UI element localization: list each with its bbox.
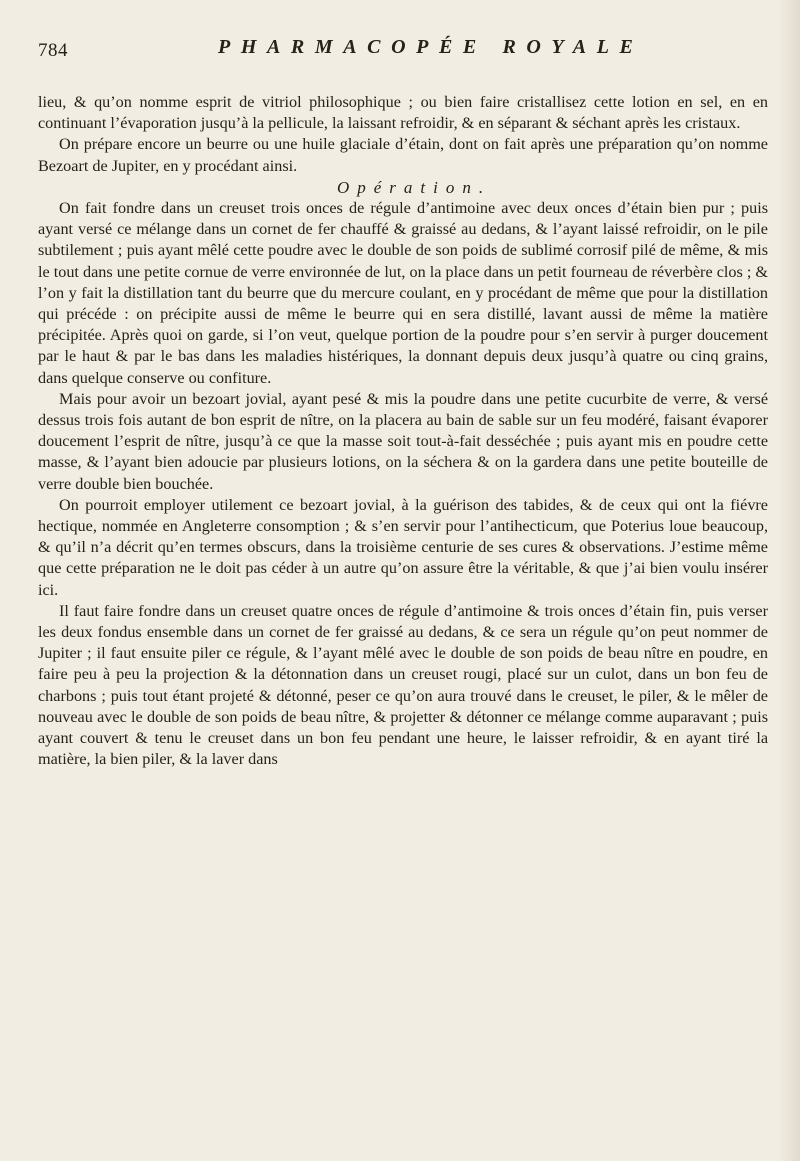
- page-edge-shadow: [778, 0, 800, 1161]
- paragraph-operation: On fait fondre dans un creuset trois onces de régule d’antimoine avec deux onces d’étain bien pur ; puis ayant versé ce mélange dans un cornet de fer chauffé & graissé au dedans, & l’ayant laissé refroidir, on le pile subtilement ; puis ayant mêlé cette poudre avec le double de son poids de sublimé corrosif pilé de même, & mis le tout dans une petite cornue de verre environnée de lut, on la place dans un petit fourneau de réverbère clos ; & l’on y fait la distillation tant du beurre que du mercure coulant, en y procédant de même que pour la distillation qui précéde : on précipite aussi de même le beurre qui en sera distillé, lavant aussi de même la matière précipitée. Après quoi on garde, si l’on veut, quelque portion de la poudre pour s’en servir à purger doucement par le haut & par le bas dans les maladies histériques, la donnant depuis deux jusqu’à quatre ou cinq grains, dans quelque conserve ou confiture.: [38, 199, 768, 387]
- page-number: 784: [38, 40, 68, 61]
- running-title: PHARMACOPÉE ROYALE: [218, 36, 644, 58]
- paragraph-usage: On pourroit employer utilement ce bezoart jovial, à la guérison des tabides, & de ceux qui ont la fiévre hectique, nommée en Angleterre consomption ; & s’en servir pour l’antihecticum, que Poterius loue beaucoup, & qu’il n’a décrit qu’en termes obscurs, dans la troisième centurie de ses cures & observations. J’estime même que cette préparation ne le doit pas céder à un autre qu’on assure être la véritable, & que j’ai bien voulu insérer ici.: [38, 495, 768, 599]
- page-header: [38, 36, 768, 80]
- section-heading-operation: Opération.: [336, 177, 492, 197]
- paragraph-bezoart-jovial: Mais pour avoir un bezoart jovial, ayant pesé & mis la poudre dans une petite cucurbite de verre, & versé dessus trois fois autant de bon esprit de nître, on la placera au bain de sable sur un feu modéré, faisant évaporer doucement l’esprit de nître, jusqu’à ce que la masse soit tout-à-fait desséchée ; puis ayant mis en poudre cette masse, & l’ayant bien adoucie par plusieurs lotions, on la séchera & on la gardera dans une petite bouteille de verre double bien bouchée.: [38, 389, 768, 493]
- page-body: [38, 92, 768, 771]
- paragraph-alternative-preparation: Il faut faire fondre dans un creuset quatre onces de régule d’antimoine & trois onces d’étain fin, puis verser les deux fondus ensemble dans un cornet de fer graissé au dedans, & ce sera un régule qu’on peut nommer de Jupiter ; il faut ensuite piler ce régule, & l’ayant mêlé avec le double de son poids de beau nître en poudre, en faire peu à peu la projection & la détonnation dans un creuset rougi, placé sur un culot, dans un bon feu de charbons ; puis tout étant projeté & détonné, peser ce qu’on aura trouvé dans le creuset, le piler, & le mêler de nouveau avec le double de son poids de beau nître, & projetter & détonner ce mélange comme auparavant ; puis ayant couvert & tenu le creuset dans un bon feu pendant une heure, le laisser refroidir, & en ayant tiré la matière, la bien piler, & la laver dans: [38, 601, 768, 769]
- paragraph-beurre-etain: On prépare encore un beurre ou une huile glaciale d’étain, dont on fait après une préparation qu’on nomme Bezoart de Jupiter, en y procédant ainsi.: [38, 135, 768, 175]
- paragraph-continuation: lieu, & qu’on nomme esprit de vitriol philosophique ; ou bien faire cristallisez cette lotion en sel, en en continuant l’évaporation jusqu’à la pellicule, la laissant refroidir, & en séparant & séchant après les cristaux.: [38, 93, 768, 133]
